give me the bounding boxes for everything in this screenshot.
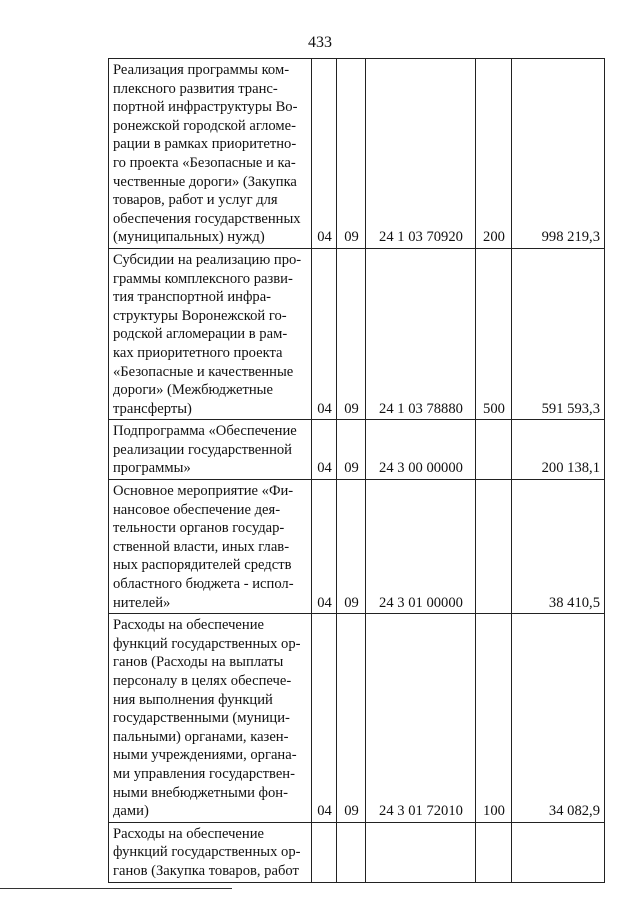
page-number: 433 [308,34,332,51]
row-name: Основное мероприятие «Фи- нансовое обеспечение дея- тельности органов государ- ственной власти, иных глав- ных распорядителей средств областного бюджета - испол- нителей» [109,480,312,614]
row-expense-type: 200 [476,59,512,249]
row-expense-type [476,480,512,614]
row-target-code [366,822,476,882]
row-section: 04 [312,480,337,614]
row-target-code: 24 1 03 78880 [366,248,476,419]
row-amount: 591 593,3 [512,248,605,419]
table-row [109,614,605,823]
row-amount: 998 219,3 [512,59,605,249]
row-section: 04 [312,59,337,249]
row-subsection: 09 [337,614,366,823]
row-section [312,822,337,882]
row-amount: 38 410,5 [512,480,605,614]
table-row [109,59,605,249]
row-section: 04 [312,420,337,480]
table-row [109,420,605,480]
footnote-divider [0,888,232,889]
row-expense-type [476,420,512,480]
table-row [109,248,605,419]
row-name: Реализация программы ком- плексного развития транс- портной инфраструктуры Во- ронежской городской агломе- рации в рамках приоритетно- го проекта «Безопасные и ка- чественные дороги» (Закупка товаров, работ и услуг для обеспечения государственных (муниципальных) нужд) [109,59,312,249]
table-row [109,480,605,614]
budget-table [108,58,605,883]
row-expense-type [476,822,512,882]
row-amount [512,822,605,882]
row-subsection: 09 [337,480,366,614]
row-subsection: 09 [337,59,366,249]
row-name: Подпрограмма «Обеспечение реализации государственной программы» [109,420,312,480]
row-target-code: 24 3 01 00000 [366,480,476,614]
row-subsection [337,822,366,882]
row-section: 04 [312,614,337,823]
row-expense-type: 500 [476,248,512,419]
row-subsection: 09 [337,248,366,419]
row-section: 04 [312,248,337,419]
row-name: Субсидии на реализацию про- граммы комплексного разви- тия транспортной инфра- структуры Воронежской го- родской агломерации в рам- ках приоритетного проекта «Безопасные и качественные дороги» (Межбюджетные трансферты) [109,248,312,419]
row-name: Расходы на обеспечение функций государственных ор- ганов (Закупка товаров, работ [109,822,312,882]
row-name: Расходы на обеспечение функций государственных ор- ганов (Расходы на выплаты персоналу в целях обеспече- ния выполнения функций государственными (муници- пальными) органами, казен- ными учреждениями, органа- ми управления государствен- ными внебюджетными фон- дами) [109,614,312,823]
row-target-code: 24 1 03 70920 [366,59,476,249]
table-row [109,822,605,882]
row-target-code: 24 3 01 72010 [366,614,476,823]
row-amount: 34 082,9 [512,614,605,823]
row-subsection: 09 [337,420,366,480]
row-expense-type: 100 [476,614,512,823]
row-amount: 200 138,1 [512,420,605,480]
row-target-code: 24 3 00 00000 [366,420,476,480]
